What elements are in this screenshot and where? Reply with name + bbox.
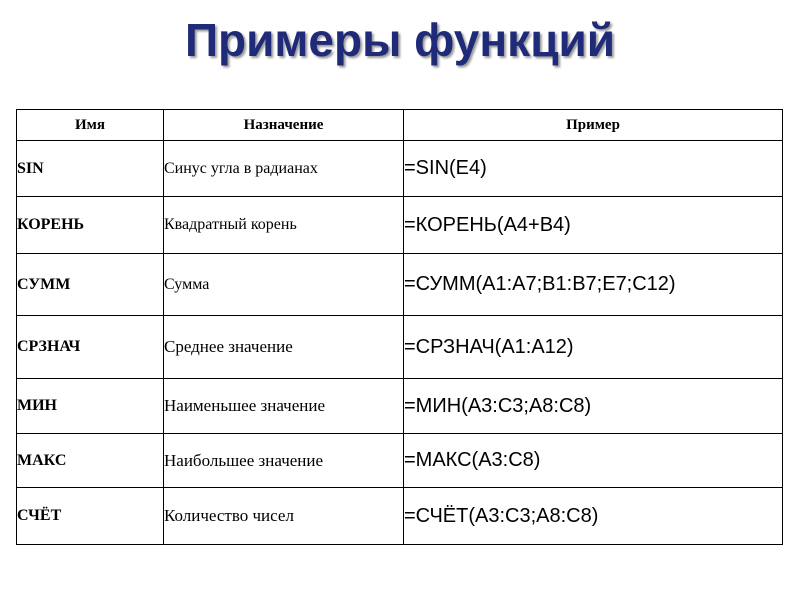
function-purpose: Наибольшее значение bbox=[164, 434, 404, 488]
function-example: =СРЗНАЧ(A1:A12) bbox=[404, 316, 783, 379]
functions-table bbox=[16, 109, 783, 545]
function-name: СРЗНАЧ bbox=[17, 316, 164, 379]
function-name: SIN bbox=[17, 141, 164, 197]
function-purpose: Наименьшее значение bbox=[164, 379, 404, 434]
function-example: =СЧЁТ(A3:C3;A8:C8) bbox=[404, 488, 783, 545]
function-name: МАКС bbox=[17, 434, 164, 488]
function-example: =МИН(A3:C3;A8:C8) bbox=[404, 379, 783, 434]
page-title: Примеры функций bbox=[184, 14, 616, 66]
header-example: Пример bbox=[404, 110, 783, 141]
function-purpose: Квадратный корень bbox=[164, 197, 404, 254]
header-name: Имя bbox=[17, 110, 164, 141]
function-name: СУММ bbox=[17, 254, 164, 316]
function-purpose: Среднее значение bbox=[164, 316, 404, 379]
function-name: КОРЕНЬ bbox=[17, 197, 164, 254]
function-name: МИН bbox=[17, 379, 164, 434]
function-example: =МАКС(A3:C8) bbox=[404, 434, 783, 488]
function-purpose: Синус угла в радианах bbox=[164, 141, 404, 197]
table-row bbox=[17, 316, 783, 379]
table-row bbox=[17, 379, 783, 434]
header-purpose: Назначение bbox=[164, 110, 404, 141]
table-row bbox=[17, 141, 783, 197]
table-row bbox=[17, 488, 783, 545]
function-purpose: Количество чисел bbox=[164, 488, 404, 545]
function-name: СЧЁТ bbox=[17, 488, 164, 545]
table-header-row bbox=[17, 110, 783, 141]
table-row bbox=[17, 434, 783, 488]
table-row bbox=[17, 197, 783, 254]
function-purpose: Сумма bbox=[164, 254, 404, 316]
function-example: =КОРЕНЬ(A4+B4) bbox=[404, 197, 783, 254]
function-example: =SIN(E4) bbox=[404, 141, 783, 197]
table-row bbox=[17, 254, 783, 316]
function-example: =СУММ(A1:A7;B1:B7;E7;C12) bbox=[404, 254, 783, 316]
